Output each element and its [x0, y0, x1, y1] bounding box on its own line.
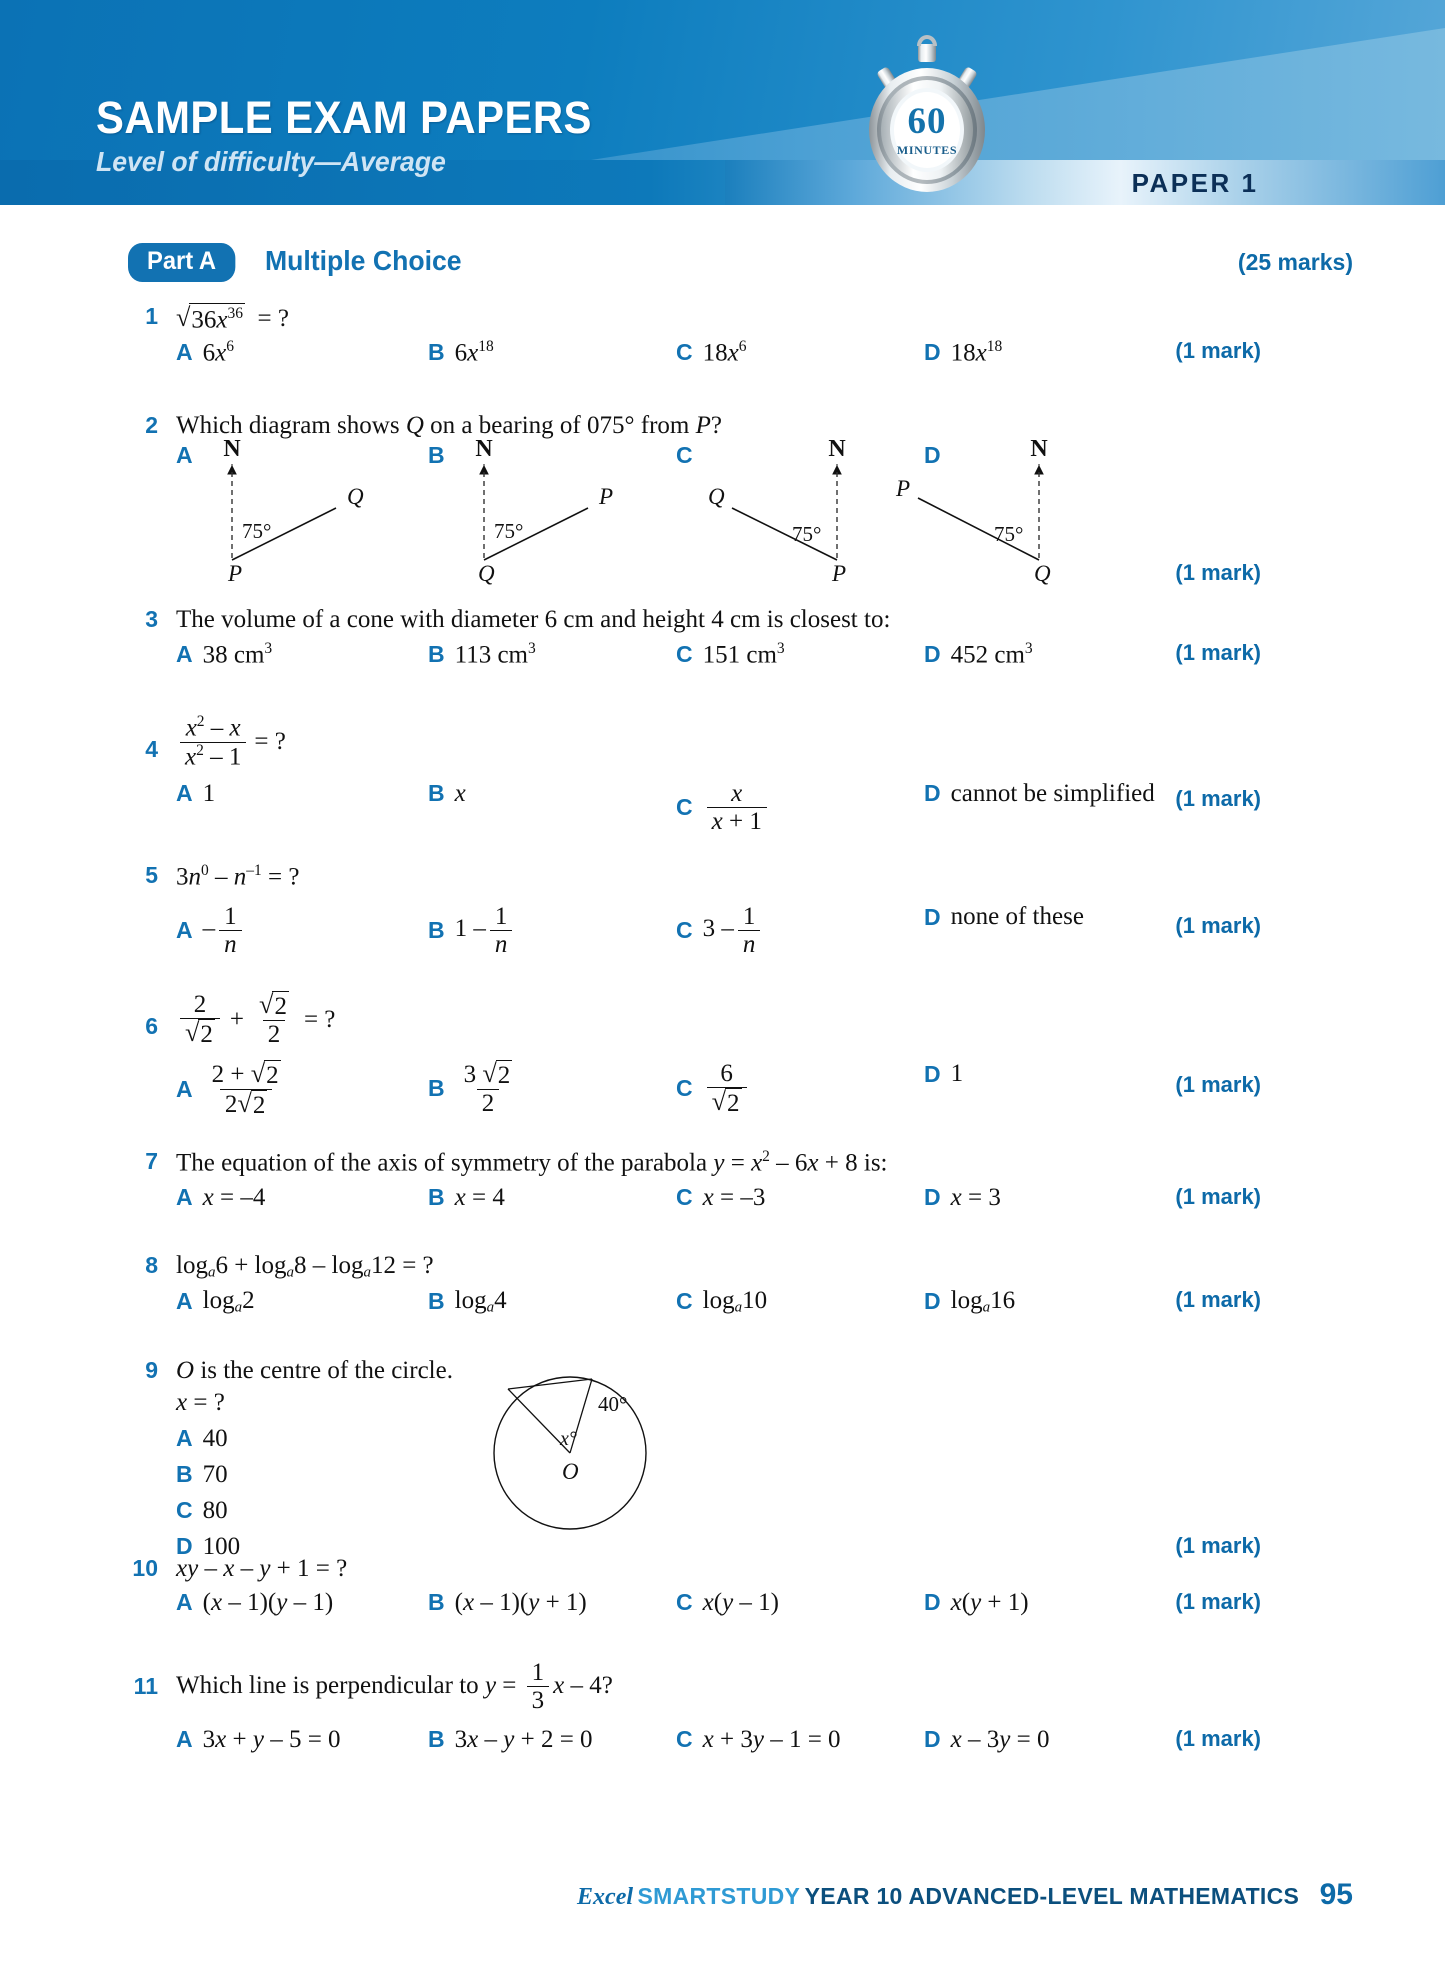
question-number: 3: [145, 606, 158, 633]
question-marks: (1 mark): [1175, 1532, 1261, 1558]
option-a[interactable]: A 2 + √ 2 2 √ 2: [176, 1060, 290, 1119]
page-title: SAMPLE EXAM PAPERS: [96, 92, 592, 143]
option-b-text: x = 4: [454, 1183, 505, 1211]
option-c[interactable]: C $\frac{x}{x + 1}$: [676, 780, 771, 835]
question-3: [0, 606, 1445, 684]
question-stem: Which diagram shows Q on a bearing of 075° from P?: [176, 412, 722, 440]
option-c[interactable]: C 3 – $\frac{1}{n}$: [676, 903, 764, 958]
option-c[interactable]: C 80: [176, 1496, 228, 1524]
option-c-text: 80: [202, 1496, 228, 1524]
footer-subject: YEAR 10 ADVANCED-LEVEL MATHEMATICS: [804, 1883, 1300, 1909]
question-options: [176, 1060, 1353, 1138]
option-d-text: 1: [950, 1060, 964, 1088]
question-stem: The equation of the axis of symmetry of the parabola $y = x^2 - 6x + 8$ is:: [176, 1148, 888, 1177]
option-b[interactable]: B 113 $cm^3$: [428, 640, 536, 669]
question-8: [0, 1252, 1445, 1331]
centre-o-label: O: [562, 1458, 579, 1484]
page-footer: [0, 1878, 1445, 1912]
option-c[interactable]: C x + 3y – 1 = 0: [676, 1725, 841, 1753]
part-badge: Part A: [128, 243, 235, 282]
option-a-text: (x – 1)(y – 1): [202, 1588, 334, 1616]
option-a[interactable]: A 3x + y – 5 = 0: [176, 1725, 341, 1753]
option-c[interactable]: C: [676, 442, 693, 469]
option-d-text: $18x^{18}$: [950, 338, 1003, 367]
option-a[interactable]: A x = –4: [176, 1183, 266, 1211]
option-b-text: 1 – $\frac{1}{n}$: [455, 903, 517, 958]
option-c-text: x + 3y – 1 = 0: [702, 1725, 841, 1753]
option-b[interactable]: B 3x – y + 2 = 0: [428, 1725, 593, 1753]
question-options: [176, 1589, 1353, 1633]
question-marks: (1 mark): [1175, 785, 1261, 811]
question-options: [176, 1726, 1353, 1774]
option-d-text: none of these: [950, 903, 1084, 931]
svg-text:P: P: [896, 476, 911, 502]
option-d-text: 452 $cm^3$: [950, 640, 1033, 669]
option-a-text: 38 $cm^3$: [202, 640, 273, 669]
option-a-text: x = –4: [202, 1183, 266, 1211]
option-a-text: – $\frac{1}{n}$: [203, 903, 246, 958]
page-content: [0, 205, 1445, 1774]
question-stem: xy – x – y + 1 = ?: [176, 1554, 348, 1582]
option-b-text: 113 $cm^3$: [454, 640, 536, 669]
page-subtitle: Level of difficulty—Average: [96, 146, 446, 177]
option-d[interactable]: D x = 3: [924, 1183, 1001, 1211]
bearing-diagram-a: [204, 438, 394, 588]
question-stem: The volume of a cone with diameter 6 cm and height 4 cm is closest to:: [176, 606, 891, 634]
svg-text:N: N: [828, 438, 846, 463]
question-marks: (1 mark): [1175, 1286, 1261, 1312]
bearing-diagrams: [176, 438, 1353, 600]
question-stem: √ $36x^{36}$ = ?: [176, 303, 289, 334]
option-d-text: cannot be simplified: [950, 779, 1155, 807]
question-options: [176, 1184, 1353, 1228]
question-1: [0, 303, 1445, 378]
part-marks: (25 marks): [1237, 249, 1353, 275]
part-a-header: [0, 243, 1445, 295]
svg-text:75°: 75°: [792, 522, 822, 547]
question-stem: 2 √ 2 + √ 2 2 = ?: [176, 991, 1353, 1048]
question-4: [0, 714, 1445, 844]
svg-text:N: N: [475, 438, 493, 463]
paper-number-label: PAPER 1: [1131, 168, 1259, 198]
option-a[interactable]: A – $\frac{1}{n}$: [176, 903, 246, 958]
option-b-text: 3x – y + 2 = 0: [454, 1725, 593, 1753]
option-b[interactable]: B (x – 1)(y + 1): [428, 1588, 587, 1616]
svg-text:N: N: [1030, 438, 1048, 463]
option-a-text: 1: [202, 779, 216, 807]
question-stem: $3n^0 - n^{-1}$ = ?: [176, 861, 300, 891]
angle-40-label: 40°: [598, 1391, 628, 1416]
svg-text:P: P: [832, 561, 847, 587]
question-5: [0, 862, 1445, 975]
option-c-text: 6 √ 2: [703, 1060, 751, 1117]
option-a-text: $6x^6$: [202, 338, 234, 367]
option-d[interactable]: D 100: [176, 1532, 241, 1560]
option-d[interactable]: D x – 3y = 0: [924, 1725, 1050, 1753]
bearing-diagram-c: [674, 438, 894, 588]
question-marks: (1 mark): [1175, 640, 1261, 666]
option-b-text: (x – 1)(y + 1): [454, 1588, 587, 1616]
option-c[interactable]: C x = –3: [676, 1183, 766, 1211]
question-number: 6: [145, 1013, 158, 1040]
question-marks: (1 mark): [1175, 338, 1261, 364]
svg-text:P: P: [228, 561, 243, 587]
page-header: [0, 0, 1445, 205]
question-11: [0, 1659, 1445, 1774]
part-title: Multiple Choice: [265, 245, 462, 276]
option-a-text: $\log_a2$: [202, 1286, 255, 1316]
option-d[interactable]: D $\log_a16$: [924, 1286, 1016, 1316]
option-d-text: x(y + 1): [950, 1588, 1029, 1616]
option-a-text: 2 + √ 2 2 √ 2: [211, 1059, 279, 1120]
svg-text:Q: Q: [347, 484, 364, 510]
option-c-text: 3 – $\frac{1}{n}$: [703, 903, 765, 958]
option-d[interactable]: D 1: [924, 1060, 964, 1088]
question-options: [176, 780, 1353, 844]
question-stem: $\frac{x^2 - x}{x^2 - 1}$ = ?: [176, 714, 1353, 770]
angle-x-label: x°: [560, 1427, 577, 1450]
question-marks: (1 mark): [1175, 1588, 1261, 1614]
option-d-text: x – 3y = 0: [950, 1725, 1050, 1753]
option-b[interactable]: B: [428, 442, 445, 469]
question-options: [176, 903, 1353, 975]
question-number: 5: [145, 861, 158, 888]
question-marks: (1 mark): [1175, 1725, 1261, 1751]
option-c-text: $\log_a10$: [702, 1286, 768, 1316]
option-c[interactable]: C 6 √ 2: [676, 1060, 751, 1117]
option-d-text: $\log_a16$: [950, 1286, 1016, 1316]
circle-diagram: [486, 1349, 686, 1539]
option-b[interactable]: B x = 4: [428, 1183, 505, 1211]
option-d-text: x = 3: [950, 1183, 1001, 1211]
svg-text:Q: Q: [478, 561, 495, 587]
question-stem: $\log_a6 + \log_a8 - \log_a12$ = ?: [176, 1251, 434, 1280]
option-d[interactable]: D none of these: [924, 903, 1084, 931]
option-c-text: $18x^6$: [702, 338, 747, 367]
question-6: [0, 991, 1445, 1138]
svg-text:75°: 75°: [994, 522, 1024, 547]
svg-text:75°: 75°: [242, 519, 272, 544]
stopwatch-unit: MINUTES: [896, 143, 958, 157]
option-a[interactable]: A $\log_a2$: [176, 1286, 255, 1316]
svg-text:N: N: [223, 438, 241, 463]
question-number: 9: [145, 1356, 158, 1383]
option-b-text: $\log_a4$: [454, 1286, 507, 1316]
svg-text:Q: Q: [1034, 561, 1051, 587]
stopwatch-digits: 60: [907, 101, 947, 142]
question-number: 8: [145, 1251, 158, 1278]
question-number: 10: [132, 1554, 158, 1581]
option-b-text: x: [454, 779, 466, 807]
option-a[interactable]: A (x – 1)(y – 1): [176, 1588, 334, 1616]
question-9-body: [176, 1356, 1353, 1560]
question-stem-line-2: x = ?: [176, 1388, 225, 1416]
option-c-text: x(y – 1): [702, 1588, 779, 1616]
option-d[interactable]: D x(y + 1): [924, 1588, 1029, 1616]
option-d-text: 100: [202, 1532, 241, 1560]
question-marks: (1 mark): [1175, 913, 1261, 939]
bearing-diagram-d: [866, 438, 1086, 588]
option-a[interactable]: A 38 $cm^3$: [176, 640, 273, 669]
question-number: 4: [145, 736, 158, 763]
question-marks: (1 mark): [1175, 1072, 1261, 1098]
option-d[interactable]: D: [924, 442, 941, 469]
option-a-text: 3x + y – 5 = 0: [202, 1725, 341, 1753]
page-number: 95: [1319, 1878, 1353, 1911]
question-10: [0, 1555, 1445, 1633]
question-number: 1: [145, 303, 158, 329]
question-2: [0, 412, 1445, 600]
option-c-text: $\frac{x}{x + 1}$: [703, 780, 771, 835]
option-d[interactable]: D 452 $cm^3$: [924, 640, 1033, 669]
option-a[interactable]: A 40: [176, 1424, 228, 1452]
footer-brand-smartstudy: SMARTSTUDY: [637, 1883, 801, 1909]
option-d[interactable]: D cannot be simplified: [924, 779, 1155, 807]
question-marks: (1 mark): [1175, 560, 1261, 586]
option-b[interactable]: B $6x^{18}$: [428, 338, 494, 367]
option-b[interactable]: B $\log_a4$: [428, 1286, 507, 1316]
option-b[interactable]: B 3 √ 2 2: [428, 1060, 521, 1117]
option-c-text: x = –3: [702, 1183, 766, 1211]
question-number: 7: [145, 1148, 158, 1175]
footer-brand-excel: Excel: [577, 1884, 634, 1910]
svg-text:75°: 75°: [494, 519, 524, 544]
question-options: [176, 1287, 1353, 1331]
option-a[interactable]: A 1: [176, 779, 216, 807]
option-b-text: 70: [202, 1460, 228, 1488]
option-d[interactable]: D $18x^{18}$: [924, 338, 1003, 367]
question-number: 11: [133, 1672, 158, 1699]
option-c[interactable]: C x(y – 1): [676, 1588, 779, 1616]
svg-text:P: P: [599, 484, 614, 510]
option-b-text: $6x^{18}$: [454, 338, 494, 367]
option-b-text: 3 √ 2 2: [463, 1059, 511, 1118]
question-number: 2: [145, 412, 158, 439]
question-9: [0, 1356, 1445, 1560]
option-b[interactable]: B x: [428, 779, 466, 807]
option-b[interactable]: B 1 – $\frac{1}{n}$: [428, 903, 516, 958]
option-c-text: 151 $cm^3$: [702, 640, 785, 669]
question-marks: (1 mark): [1175, 1183, 1261, 1209]
question-options: [176, 338, 1353, 378]
question-stem-line-1: O is the centre of the circle.: [176, 1356, 453, 1384]
option-a[interactable]: A $6x^6$: [176, 338, 234, 367]
option-b[interactable]: B 70: [176, 1460, 228, 1488]
option-a[interactable]: A: [176, 442, 193, 469]
question-7: [0, 1148, 1445, 1227]
option-c[interactable]: C 151 $cm^3$: [676, 640, 785, 669]
svg-text:Q: Q: [708, 484, 725, 510]
bearing-diagram-b: [456, 438, 646, 588]
question-stem: Which line is perpendicular to y = $\frac{1}{3}$ x – 4?: [176, 1658, 613, 1714]
option-c[interactable]: C $18x^6$: [676, 338, 747, 367]
option-c[interactable]: C $\log_a10$: [676, 1286, 768, 1316]
option-a-text: 40: [202, 1424, 228, 1452]
question-options: [176, 640, 1353, 684]
